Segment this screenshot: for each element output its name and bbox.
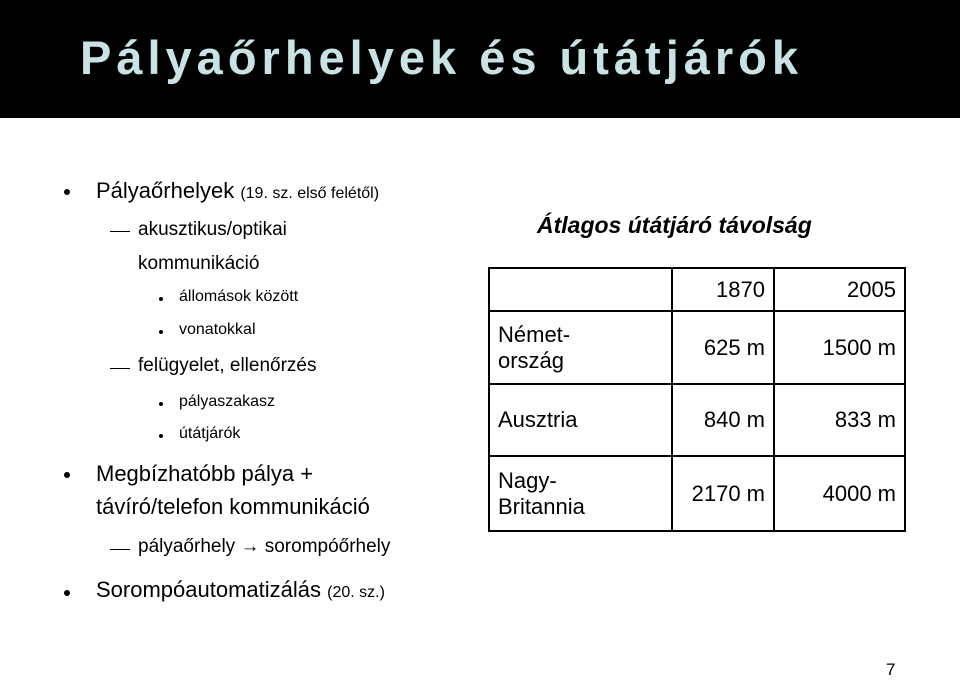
table-cell-2005: 4000 m: [774, 456, 905, 531]
bullet-main-text: Pályaőrhelyek: [96, 178, 235, 203]
bullet-palyaorhelyek: [96, 178, 379, 204]
sub-akusztikus-line1: akusztikus/optikai: [138, 219, 287, 240]
distance-table: [488, 267, 906, 532]
sub-akusztikus-line2: kommunikáció: [138, 253, 260, 274]
bullet-dot: [64, 590, 70, 596]
sub-allomasok: állomások között: [179, 288, 299, 305]
title-bar: [0, 0, 960, 118]
dash-marker: [110, 368, 130, 369]
bullet-main-text: Sorompóautomatizálás: [96, 577, 322, 602]
country-line1: Nagy-: [498, 467, 557, 493]
country-line2: ország: [498, 347, 565, 373]
slide-title: Pályaőrhelyek és útátjárók: [80, 31, 804, 84]
dash-marker: [110, 231, 130, 232]
bullet-dot: [159, 402, 163, 406]
sub-vonatokkal: vonatokkal: [179, 321, 256, 338]
country-line1: Ausztria: [498, 407, 578, 432]
bullet-sorompo: [96, 577, 385, 603]
bullet-megbizhatobb-line1: Megbízhatóbb pálya +: [96, 461, 314, 486]
table-row: [489, 384, 905, 456]
dash-marker: [110, 549, 130, 550]
sub-palyaszakasz: pályaszakasz: [179, 393, 276, 410]
bullet-dot: [64, 189, 70, 195]
sub-palyaorhely: pályaőrhely → sorompóőrhely: [138, 536, 391, 557]
table-title: Átlagos útátjáró távolság: [537, 212, 812, 238]
table-cell-country: [489, 384, 672, 456]
sub-utatjarok: útátjárók: [179, 425, 241, 442]
table-header-empty: [489, 268, 672, 311]
table-cell-country: [489, 456, 672, 531]
table-cell-1870: 840 m: [672, 384, 774, 456]
bullet-note: (19. sz. első felétől): [240, 185, 380, 202]
table-cell-1870: 2170 m: [672, 456, 774, 531]
bullet-dot: [64, 472, 70, 478]
bullet-dot: [159, 330, 163, 334]
country-line1: Német-: [498, 321, 571, 347]
country-line2: Britannia: [498, 493, 585, 519]
bullet-note: (20. sz.): [327, 584, 385, 601]
table-row: [489, 311, 905, 384]
bullet-megbizhatobb-line2: távíró/telefon kommunikáció: [96, 494, 370, 519]
table-cell-2005: 1500 m: [774, 311, 905, 384]
sub-felugyelet: felügyelet, ellenőrzés: [138, 355, 317, 376]
bullet-dot: [159, 434, 163, 438]
bullet-dot: [159, 297, 163, 301]
table-cell-1870: 625 m: [672, 311, 774, 384]
table-header-row: [489, 268, 905, 311]
table-header-2005: 2005: [774, 268, 905, 311]
table-cell-country: [489, 311, 672, 384]
table-cell-2005: 833 m: [774, 384, 905, 456]
table-header-1870: 1870: [672, 268, 774, 311]
page-number: 7: [886, 660, 896, 679]
table-row: [489, 456, 905, 531]
